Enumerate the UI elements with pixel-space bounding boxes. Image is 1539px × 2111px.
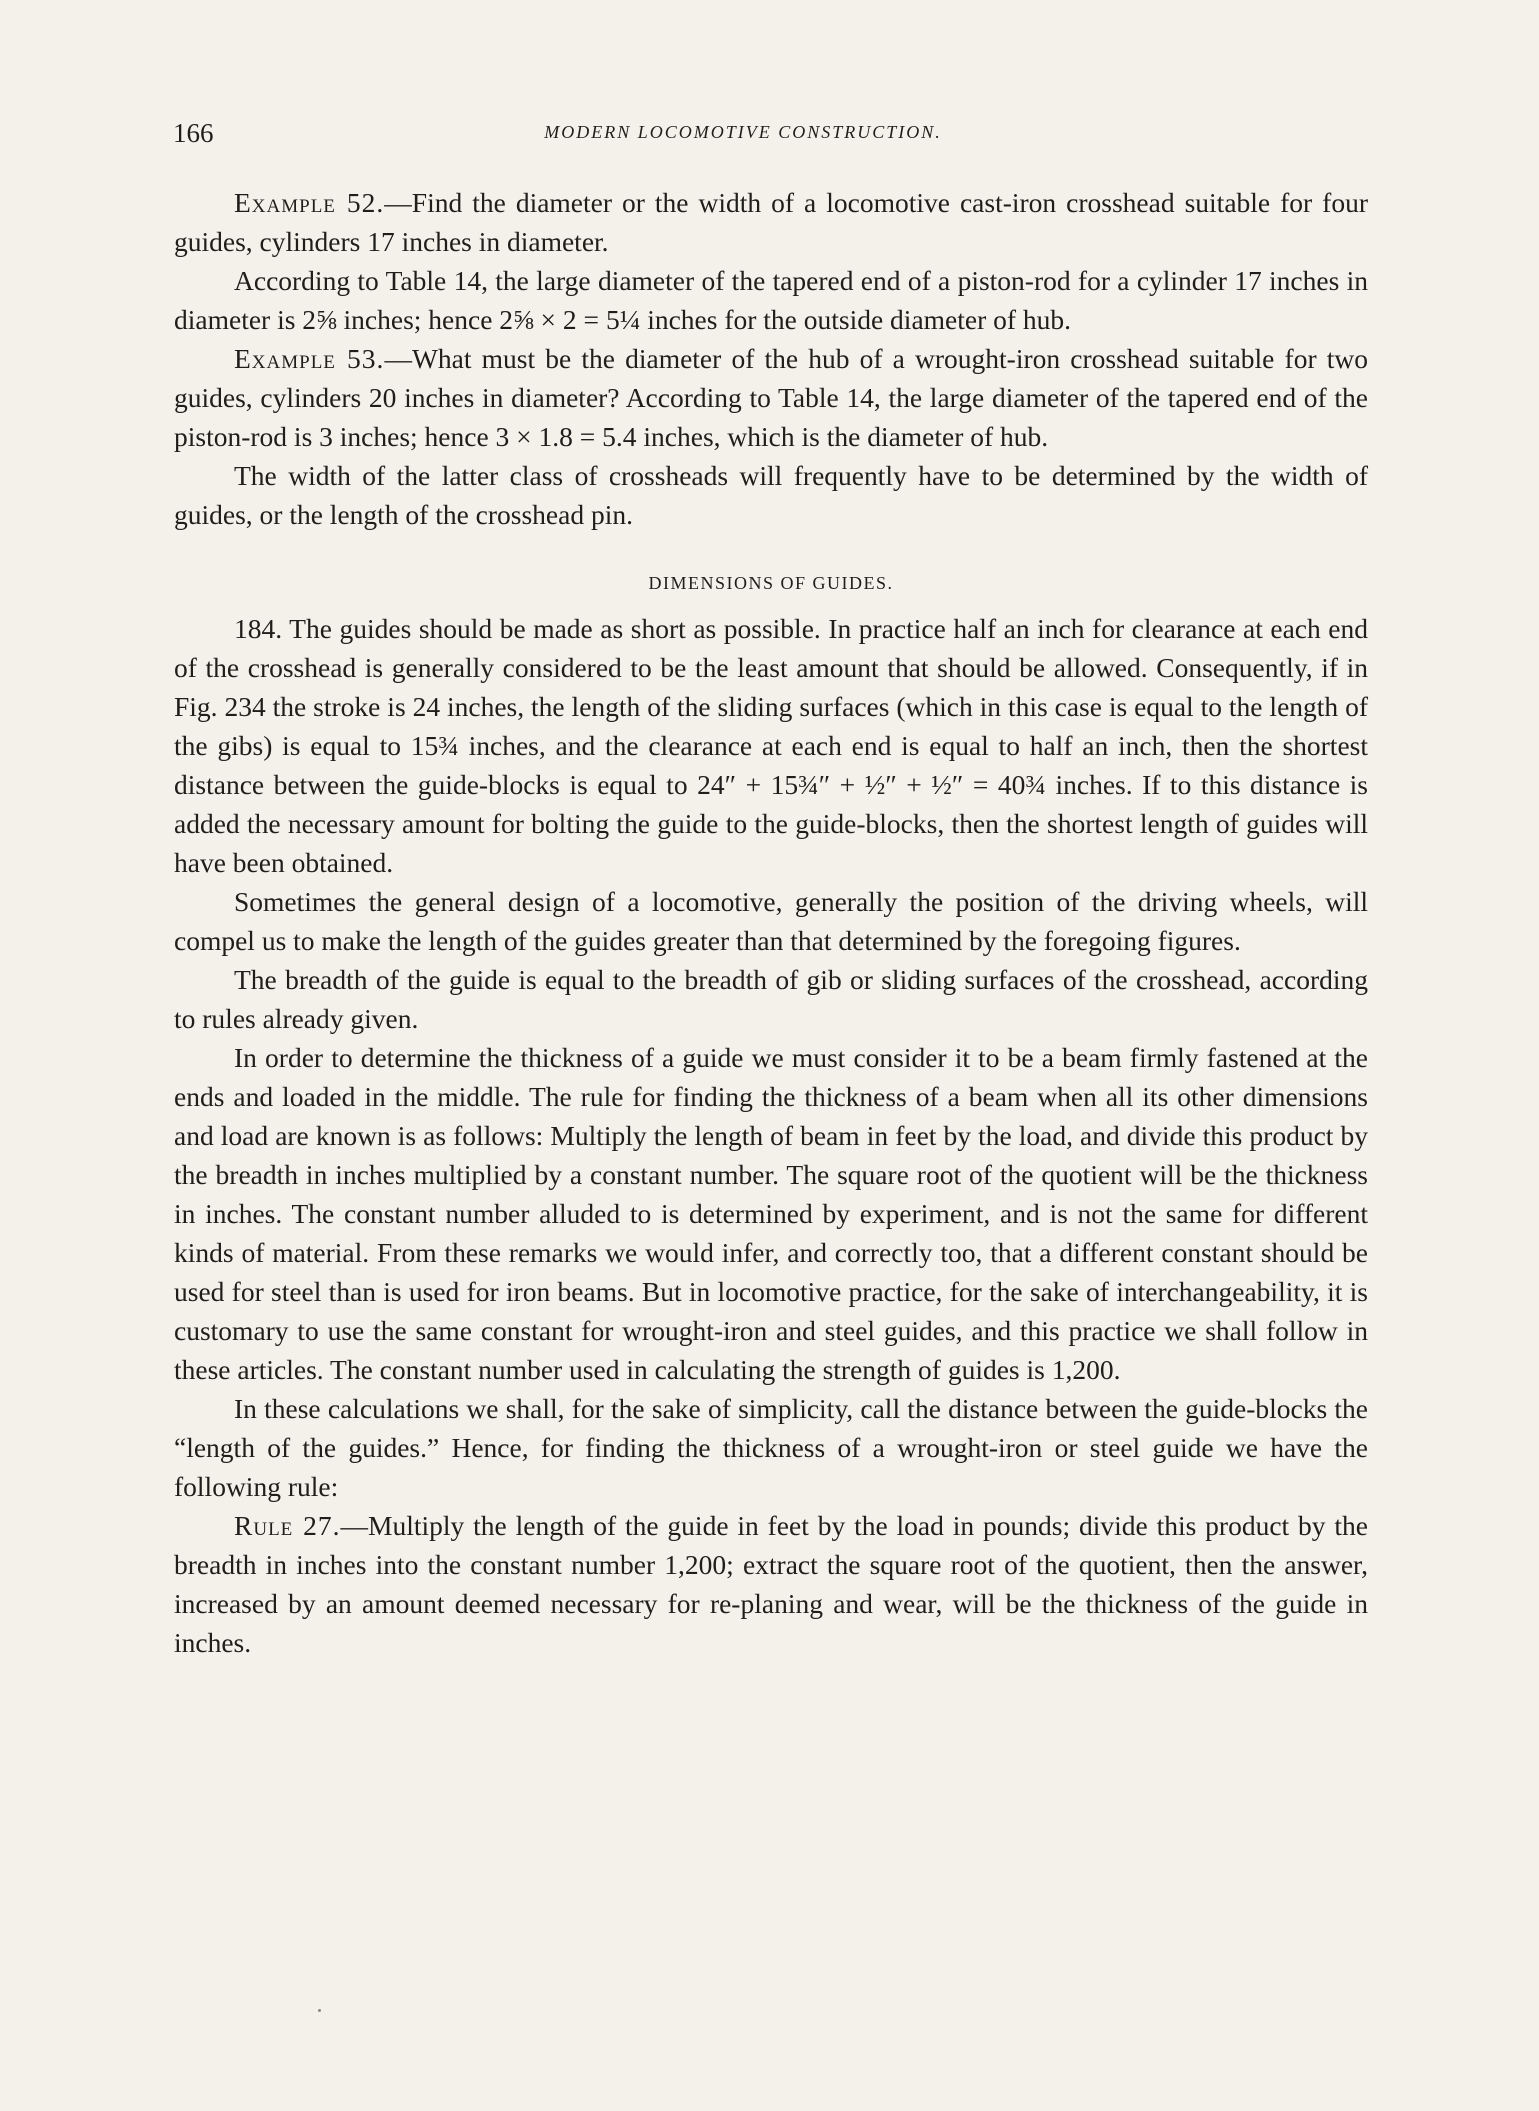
body-text bbox=[174, 183, 1368, 1662]
paragraph-text: The width of the latter class of crossheads will frequently have to be determined by the width of guides, or the length of the crosshead pin. bbox=[174, 460, 1368, 530]
running-title: MODERN LOCOMOTIVE CONSTRUCTION. bbox=[544, 122, 942, 142]
paragraph-text: The breadth of the guide is equal to the breadth of gib or sliding surfaces of the crosshead, according to rules already given. bbox=[174, 964, 1368, 1034]
paragraph bbox=[174, 882, 1368, 960]
paragraph-text: According to Table 14, the large diameter of the tapered end of a piston-rod for a cylinder 17 inches in diameter is 2⅝ inches; hence 2⅝ × 2 = 5¼ inches for the outside diameter of hub. bbox=[174, 265, 1368, 335]
page-header bbox=[173, 118, 1373, 158]
paragraph-text: In these calculations we shall, for the sake of simplicity, call the distance between the guide-blocks the “length of the guides.” Hence, for finding the thickness of a wrought-iron or steel guide we have the following rule: bbox=[174, 1393, 1368, 1502]
paragraph-text: —Multiply the length of the guide in feet by the load in pounds; divide this product by the breadth in inches into the constant number 1,200; extract the square root of the quotient, then the answer, increased by an amount deemed necessary for re-planing and wear, will be the thickness of the guide in inches. bbox=[174, 1510, 1368, 1658]
paragraph-text: 184. The guides should be made as short as possible. In practice half an inch for clearance at each end of the crosshead is generally considered to be the least amount that should be allowed. Consequently, if in Fig. 234 the stroke is 24 inches, the length of the sliding surfaces (which in this case is equal to the length of the gibs) is equal to 15¾ inches, and the clearance at each end is equal to half an inch, then the shortest distance between the guide-blocks is equal to 24″ + 15¾″ + ½″ + ½″ = 40¾ inches. If to this distance is added the necessary amount for bolting the guide to the guide-blocks, then the shortest length of guides will have been obtained. bbox=[174, 613, 1368, 878]
paragraph bbox=[174, 1038, 1368, 1389]
paragraph bbox=[174, 960, 1368, 1038]
rule-label: Rule 27. bbox=[234, 1510, 341, 1541]
example-label: Example 52. bbox=[234, 187, 385, 218]
paragraph-text: In order to determine the thickness of a guide we must consider it to be a beam firmly fastened at the ends and loaded in the middle. The rule for finding the thickness of a beam when all its other dimensions and load are known is as follows: Multiply the length of beam in feet by the load, and divide this product by the breadth in inches multiplied by a constant number. The square root of the quotient will be the thickness in inches. The constant number alluded to is determined by experiment, and is not the same for different kinds of material. From these remarks we would infer, and correctly too, that a different constant should be used for steel than is used for iron beams. But in locomotive practice, for the sake of interchangeability, it is customary to use the same constant for wrought-iron and steel guides, and this practice we shall follow in these articles. The constant number used in calculating the strength of guides is 1,200. bbox=[174, 1042, 1368, 1385]
page-number: 166 bbox=[173, 118, 214, 148]
section-heading: DIMENSIONS OF GUIDES. bbox=[648, 573, 894, 593]
paragraph-text: Sometimes the general design of a locomotive, generally the position of the driving wheels, will compel us to make the length of the guides greater than that determined by the foregoing figures. bbox=[174, 886, 1368, 956]
paragraph-text: —What must be the diameter of the hub of a wrought-iron crosshead suitable for two guides, cylinders 20 inches in diameter? According to Table 14, the large diameter of the tapered end of the piston-rod is 3 inches; hence 3 × 1.8 = 5.4 inches, which is the diameter of hub. bbox=[174, 343, 1368, 452]
paper-speck bbox=[318, 2009, 321, 2012]
paragraph bbox=[174, 261, 1368, 339]
paragraph bbox=[174, 609, 1368, 882]
paragraph bbox=[174, 1506, 1368, 1662]
paragraph bbox=[174, 1389, 1368, 1506]
paragraph bbox=[174, 183, 1368, 261]
example-label: Example 53. bbox=[234, 343, 385, 374]
paragraph-text: —Find the diameter or the width of a locomotive cast-iron crosshead suitable for four guides, cylinders 17 inches in diameter. bbox=[174, 187, 1369, 257]
paragraph bbox=[174, 339, 1368, 456]
paragraph bbox=[174, 456, 1368, 534]
